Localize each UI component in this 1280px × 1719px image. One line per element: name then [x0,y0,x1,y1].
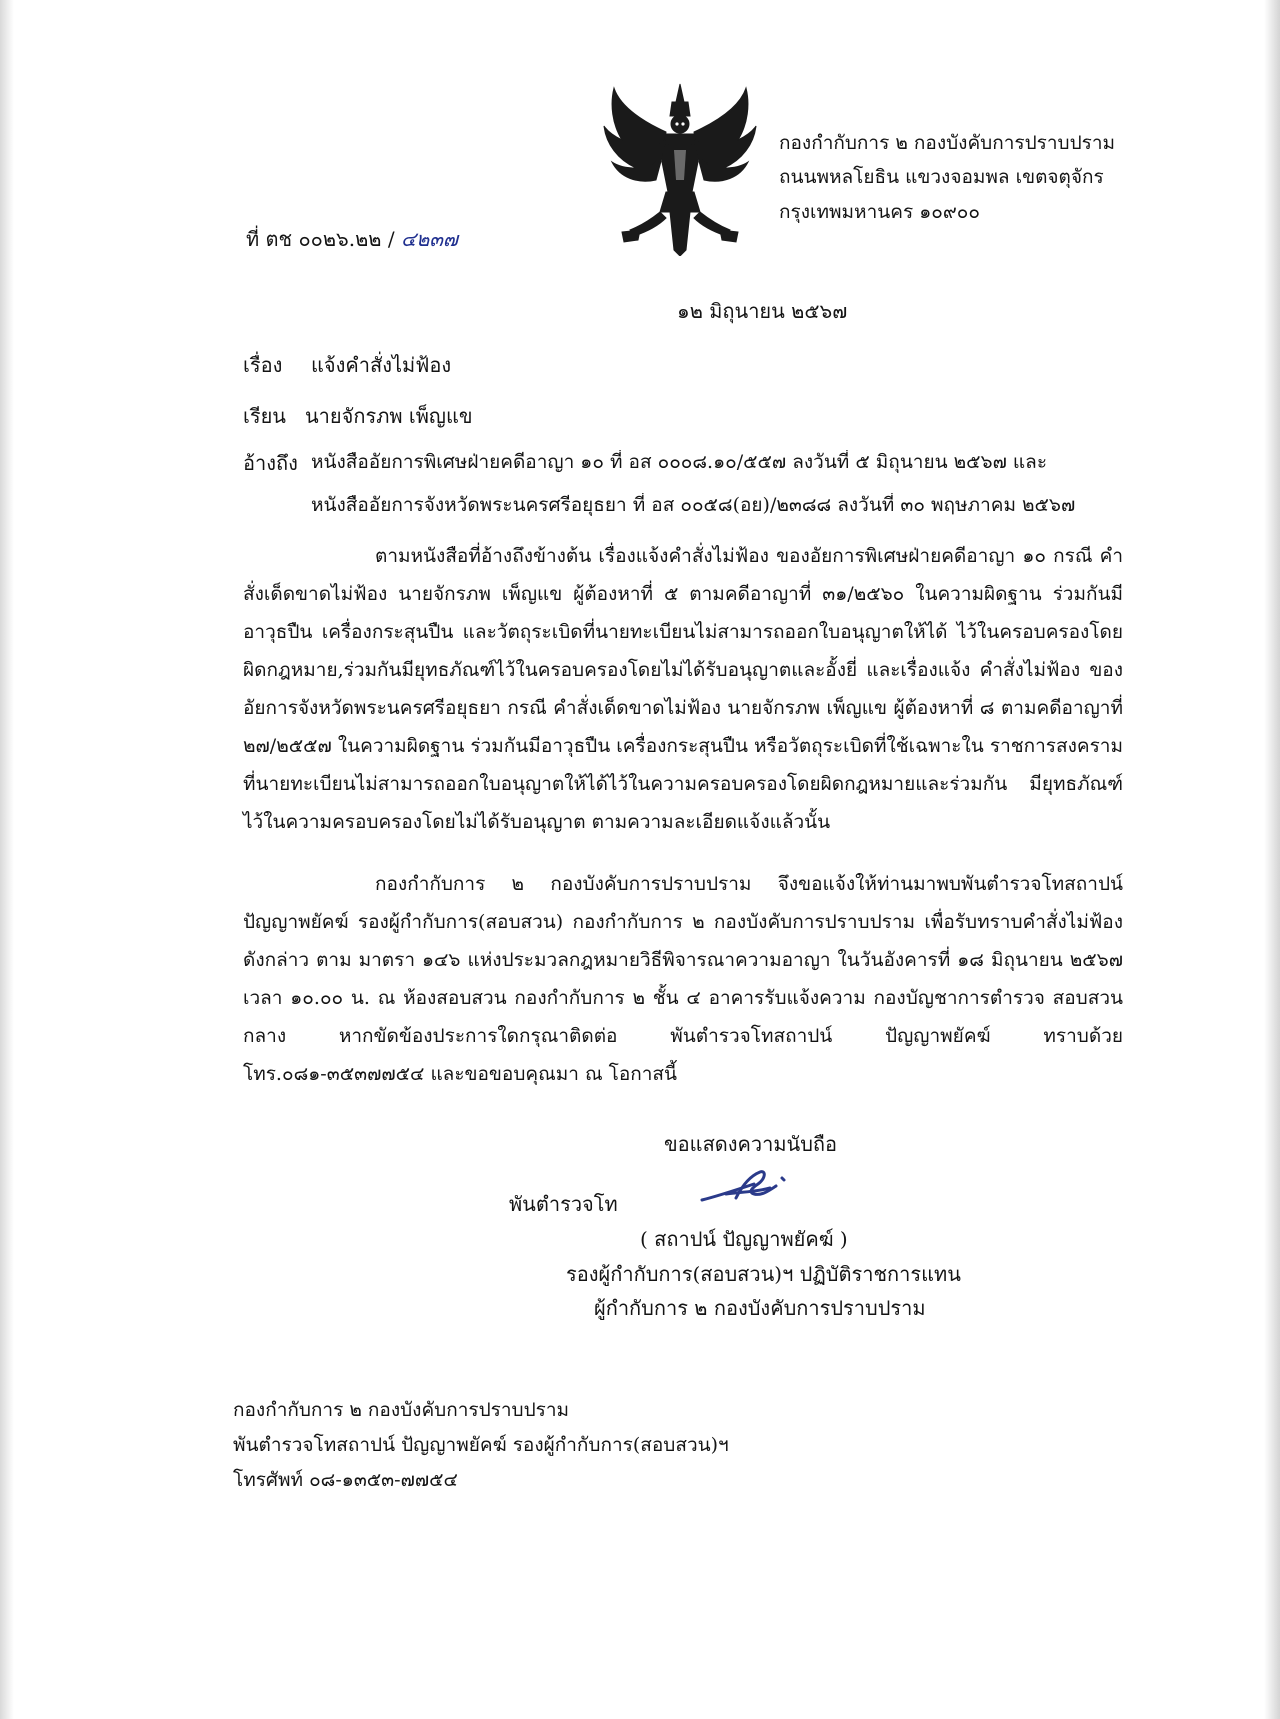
garuda-emblem-icon [600,80,760,256]
footer-contact-person: พันตำรวจโทสถาปน์ ปัญญาพยัคฆ์ รองผู้กำกับการ(สอบสวน)ฯ [233,1434,729,1456]
body-paragraph-2-text: กองกำกับการ ๒ กองบังคับการปราบปราม จึงขอแจ้งให้ท่านมาพบพันตำรวจโทสถาปน์ ปัญญาพยัคฆ์ รองผู้กำกับการ(สอบสวน) กองกำกับการ ๒ กองบังคับการปราบปราม เพื่อรับทราบคำสั่งไม่ฟ้อง ดังกล่าว ตาม มาตรา ๑๔๖ แห่งประมวลกฎหมายวิธีพิจารณาความอาญา ในวันอังคารที่ ๑๘ มิถุนายน ๒๕๖๗ เวลา ๑๐.๐๐ น. ณ ห้องสอบสวน กองกำกับการ ๒ ชั้น ๔ อาคารรับแจ้งความ กองบัญชาการตำรวจ สอบสวนกลาง หากขัดข้องประการใดกรุณาติดต่อ พันตำรวจโทสถาปน์ ปัญญาพยัคฆ์ ทราบด้วย โทร.๐๘๑-๓๕๓๗๗๕๔ และขอขอบคุณมา ณ โอกาสนี้ [243,873,1123,1085]
body-paragraph-1-text: ตามหนังสือที่อ้างถึงข้างต้น เรื่องแจ้งคำสั่งไม่ฟ้อง ของอัยการพิเศษฝ่ายคดีอาญา ๑๐ กรณี คำสั่งเด็ดขาดไม่ฟ้อง นายจักรภพ เพ็ญแข ผู้ต้องหาที่ ๕ ตามคดีอาญาที่ ๓๑/๒๕๖๐ ในความผิดฐาน ร่วมกันมีอาวุธปืน เครื่องกระสุนปืน และวัตถุระเบิดที่นายทะเบียนไม่สามารถออกใบอนุญาตให้ได้ ไว้ในครอบครองโดยผิดกฎหมาย,ร่วมกันมียุทธภัณฑ์ไว้ในครอบครองโดยไม่ได้รับอนุญาตและอั้งยี่ และเรื่องแจ้ง คำสั่งไม่ฟ้อง ของอัยการจังหวัดพระนครศรีอยุธยา กรณี คำสั่งเด็ดขาดไม่ฟ้อง นายจักรภพ เพ็ญแข ผู้ต้องหาที่ ๘ ตามคดีอาญาที่ ๒๗/๒๕๕๗ ในความผิดฐาน ร่วมกันมีอาวุธปืน เครื่องกระสุนปืน หรือวัตถุระเบิดที่ใช้เฉพาะใน ราชการสงครามที่นายทะเบียนไม่สามารถออกใบอนุญาตให้ได้ไว้ในความครอบครองโดยผิดกฎหมายและร่วมกัน มียุทธภัณฑ์ไว้ในความครอบครองโดยไม่ได้รับอนุญาต ตามความละเอียดแจ้งแล้วนั้น [243,545,1123,833]
reference-line-2: หนังสืออัยการจังหวัดพระนครศรีอยุธยา ที่ อส ๐๐๕๘(อย)/๒๓๘๘ ลงวันที่ ๓๐ พฤษภาคม ๒๕๖๗ [311,494,1076,516]
signer-name: ( สถาปน์ ปัญญาพยัคฆ์ ) [640,1227,848,1251]
footer-phone: โทรศัพท์ ๐๘-๑๓๕๓-๗๗๕๔ [233,1469,458,1491]
reference-line-1: หนังสืออัยการพิเศษฝ่ายคดีอาญา ๑๐ ที่ อส ๐๐๐๘.๑๐/๕๕๗ ลงวันที่ ๕ มิถุนายน ๒๕๖๗ และ [311,451,1048,473]
agency-address-line-2: ถนนพหลโยธิน แขวงจอมพล เขตจตุจักร [779,166,1104,188]
to-label: เรียน [243,404,286,428]
signer-position-line-2: ผู้กำกับการ ๒ กองบังคับการปราบปราม [594,1296,926,1320]
subject-value: แจ้งคำสั่งไม่ฟ้อง [311,353,452,377]
scan-edge-left [0,0,14,1719]
reference-number-prefix: ที่ ตช ๐๐๒๖.๒๒ / [246,227,395,251]
subject-label: เรื่อง [243,353,283,377]
body-paragraph-2 [243,865,1123,1093]
body-paragraph-1 [243,537,1123,841]
reference-label: อ้างถึง [243,451,298,475]
closing-phrase: ขอแสดงความนับถือ [664,1132,838,1156]
to-value: นายจักรภพ เพ็ญแข [305,404,473,428]
letter-date: ๑๒ มิถุนายน ๒๕๖๗ [677,299,848,323]
agency-address-line-3: กรุงเทพมหานคร ๑๐๙๐๐ [779,201,980,223]
signer-rank: พันตำรวจโท [509,1192,618,1216]
reference-number [246,226,458,252]
scan-edge-right [1264,0,1280,1719]
agency-address-line-1: กองกำกับการ ๒ กองบังคับการปราบปราม [779,132,1116,154]
handwritten-signature [696,1158,796,1210]
footer-department: กองกำกับการ ๒ กองบังคับการปราบปราม [233,1399,570,1421]
signer-position-line-1: รองผู้กำกับการ(สอบสวน)ฯ ปฏิบัติราชการแทน [566,1262,961,1286]
reference-number-handwritten: ๔๒๓๗ [400,227,458,251]
